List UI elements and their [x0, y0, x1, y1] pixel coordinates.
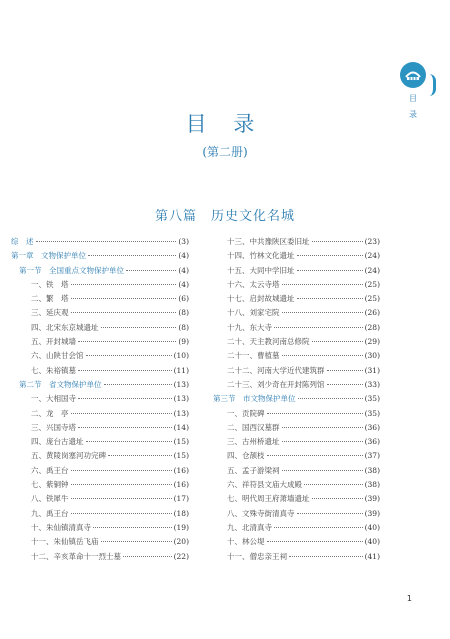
dot-leader	[101, 541, 172, 542]
page-title: 目 录	[185, 112, 265, 136]
toc-entry[interactable]	[213, 265, 380, 279]
toc-entry[interactable]	[213, 365, 380, 379]
toc-entry-label: 六、山陕甘会馆	[31, 351, 84, 361]
toc-entry[interactable]	[213, 250, 380, 264]
toc-entry[interactable]	[11, 293, 189, 307]
dot-leader	[297, 270, 363, 271]
toc-entry-label: 第三节 市文物保护单位	[213, 394, 296, 404]
toc-entry-page: (14)	[173, 422, 189, 432]
toc-entry-page: (13)	[173, 408, 189, 418]
toc-entry-page: (24)	[364, 251, 380, 261]
toc-entry[interactable]	[213, 408, 380, 422]
dot-leader	[282, 427, 363, 428]
toc-entry-page: (31)	[364, 365, 380, 375]
toc-entry-label: 十八、刘家宅院	[227, 308, 280, 318]
toc-entry[interactable]	[11, 493, 189, 507]
toc-entry-page: (33)	[364, 379, 380, 389]
dot-leader	[312, 341, 363, 342]
toc-entry-label: 四、庞台古遗址	[31, 437, 84, 447]
toc-entry-page: (35)	[364, 394, 380, 404]
toc-entry-page: (37)	[364, 451, 380, 461]
toc-entry[interactable]	[11, 508, 189, 522]
dot-leader	[274, 327, 363, 328]
dot-leader	[108, 455, 172, 456]
toc-entry-label: 二十一、曹植墓	[227, 351, 280, 361]
tab-edge-decoration	[429, 74, 436, 96]
toc-entry-page: (30)	[364, 351, 380, 361]
toc-entry[interactable]	[213, 536, 380, 550]
dot-leader	[71, 298, 177, 299]
toc-entry-label: 六、禹王台	[31, 465, 69, 475]
toc-entry-label: 第二节 省文物保护单位	[19, 379, 102, 389]
toc-entry[interactable]	[11, 236, 189, 250]
toc-entry-label: 六、祥符县文庙大成殿	[227, 480, 302, 490]
volume-subtitle: (第二册)	[202, 145, 248, 159]
dot-leader	[297, 255, 363, 256]
toc-entry-label: 十三、中共豫陕区委旧址	[227, 237, 310, 246]
toc-entry[interactable]	[11, 322, 189, 336]
dot-leader	[267, 455, 363, 456]
toc-entry[interactable]	[11, 307, 189, 321]
dot-leader	[78, 341, 176, 342]
toc-entry-label: 一、铁 塔	[31, 279, 69, 289]
toc-entry[interactable]	[11, 379, 189, 393]
toc-entry[interactable]	[213, 493, 380, 507]
toc-entry-page: (36)	[364, 437, 380, 447]
toc-entry-label: 四、仓颉枝	[227, 451, 265, 461]
dot-leader	[267, 541, 363, 542]
toc-entry-page: (19)	[173, 522, 189, 532]
toc-entry[interactable]	[213, 393, 380, 407]
toc-entry-page: (22)	[173, 551, 189, 561]
dot-leader	[274, 527, 363, 528]
toc-entry-page: (15)	[173, 451, 189, 461]
toc-entry-label: 十九、东大寺	[227, 322, 272, 332]
toc-entry-page: (18)	[173, 508, 189, 518]
toc-entry-label: 八、文殊寺街清真寺	[227, 508, 295, 518]
toc-entry[interactable]	[213, 236, 380, 250]
toc-entry[interactable]	[11, 522, 189, 536]
dot-leader	[78, 370, 172, 371]
toc-entry[interactable]	[213, 350, 380, 364]
toc-entry-label: 三、古州桥遗址	[227, 437, 280, 447]
toc-entry-label: 七、明代周王府萧墙遗址	[227, 494, 310, 504]
toc-entry-label: 三、兴国寺塔	[31, 422, 76, 432]
toc-entry[interactable]	[213, 293, 380, 307]
dot-leader	[88, 255, 176, 256]
toc-entry-label: 十一、僧忠亲王祠	[227, 551, 287, 561]
toc-entry-label: 二十三、刘少奇在开封陈列馆	[227, 379, 325, 389]
toc-entry[interactable]	[11, 450, 189, 464]
toc-entry-page: (40)	[364, 522, 380, 532]
toc-entry-page: (9)	[178, 337, 189, 347]
toc-entry-label: 五、开封城墙	[31, 337, 76, 347]
toc-entry-label: 三、延庆观	[31, 308, 69, 318]
toc-entry-page: (41)	[364, 551, 380, 561]
toc-entry-label: 二、繁 塔	[31, 294, 69, 304]
toc-entry-page: (4)	[178, 251, 189, 261]
toc-entry-page: (17)	[173, 494, 189, 504]
toc-entry-page: (29)	[364, 337, 380, 347]
toc-entry[interactable]	[11, 536, 189, 550]
toc-entry-page: (40)	[364, 537, 380, 547]
toc-entry-label: 十六、太云寺塔	[227, 279, 280, 289]
toc-entry[interactable]	[11, 365, 189, 379]
toc-entry[interactable]	[213, 322, 380, 336]
dot-leader	[123, 556, 172, 557]
toc-entry-page: (25)	[364, 279, 380, 289]
toc-entry-page: (3)	[178, 237, 189, 246]
toc-entry-page: (13)	[173, 394, 189, 404]
dot-leader	[104, 384, 172, 385]
toc-entry-label: 二、龙 亭	[31, 408, 69, 418]
toc-entry[interactable]	[11, 408, 189, 422]
toc-entry[interactable]	[11, 393, 189, 407]
dot-leader	[282, 441, 363, 442]
toc-entry[interactable]	[213, 522, 380, 536]
dot-leader	[312, 241, 363, 242]
toc-entry-label: 一、贡院碑	[227, 408, 265, 418]
toc-entry-label: 第一节 全国重点文物保护单位	[19, 265, 124, 275]
toc-entry-label: 第一章 文物保护单位	[11, 251, 86, 261]
toc-entry[interactable]	[213, 450, 380, 464]
toc-entry[interactable]	[11, 479, 189, 493]
toc-entry-label: 十、林公堤	[227, 537, 265, 547]
dot-leader	[304, 484, 363, 485]
toc-entry-page: (26)	[364, 308, 380, 318]
toc-entry-page: (24)	[364, 265, 380, 275]
toc-right-column	[213, 236, 380, 565]
dot-leader	[71, 413, 172, 414]
toc-entry[interactable]	[213, 479, 380, 493]
toc-entry[interactable]	[213, 551, 380, 565]
toc-entry-page: (39)	[364, 508, 380, 518]
toc-entry-label: 十、朱仙镇清真寺	[31, 522, 91, 532]
dot-leader	[78, 398, 172, 399]
dot-leader	[298, 398, 363, 399]
dot-leader	[282, 312, 363, 313]
toc-entry[interactable]	[213, 465, 380, 479]
toc-entry-page: (38)	[364, 480, 380, 490]
toc-entry-page: (4)	[178, 279, 189, 289]
toc-left-column	[11, 236, 189, 565]
dot-leader	[93, 527, 172, 528]
toc-entry-label: 五、黄陵岗塞河功完碑	[31, 451, 106, 461]
toc-entry-label: 十一、朱仙镇岳飞庙	[31, 537, 99, 547]
toc-entry-label: 十七、启封故城遗址	[227, 294, 295, 304]
book-logo-icon	[400, 62, 426, 88]
toc-entry-page: (16)	[173, 480, 189, 490]
toc-entry-page: (39)	[364, 494, 380, 504]
toc-entry-label: 九、北清真寺	[227, 522, 272, 532]
toc-entry-page: (6)	[178, 294, 189, 304]
toc-entry[interactable]	[11, 250, 189, 264]
toc-entry-page: (4)	[178, 265, 189, 275]
page-number: 1	[406, 594, 412, 603]
dot-leader	[282, 470, 363, 471]
toc-entry[interactable]	[213, 436, 380, 450]
dot-leader	[267, 413, 363, 414]
side-tab-label-1: 目	[409, 94, 417, 103]
toc-entry-page: (35)	[364, 408, 380, 418]
toc-entry[interactable]	[11, 350, 189, 364]
toc-entry[interactable]	[11, 336, 189, 350]
dot-leader	[297, 513, 363, 514]
toc-entry[interactable]	[213, 336, 380, 350]
part-title: 第八篇 历史文化名城	[154, 209, 295, 224]
toc-entry-page: (13)	[173, 379, 189, 389]
toc-entry-label: 七、朱裕镇墓	[31, 365, 76, 375]
toc-entry-page: (25)	[364, 294, 380, 304]
dot-leader	[71, 484, 172, 485]
dot-leader	[36, 241, 177, 242]
toc-entry-label: 十四、竹林文化遗址	[227, 251, 295, 261]
toc-entry[interactable]	[213, 279, 380, 293]
toc-entry-page: (11)	[173, 365, 189, 375]
toc-entry-page: (38)	[364, 465, 380, 475]
toc-entry-label: 四、北宋东京城遗址	[31, 322, 99, 332]
toc-entry[interactable]	[11, 551, 189, 565]
toc-entry-label: 十二、辛亥革命十一烈士墓	[31, 551, 121, 561]
toc-entry-page: (8)	[178, 322, 189, 332]
toc-entry-page: (36)	[364, 422, 380, 432]
dot-leader	[71, 470, 172, 471]
dot-leader	[78, 427, 172, 428]
toc-entry[interactable]	[213, 508, 380, 522]
toc-entry[interactable]	[213, 422, 380, 436]
toc-entry-page: (10)	[173, 351, 189, 361]
dot-leader	[71, 284, 177, 285]
toc-entry-label: 二十二、河南大学近代建筑群	[227, 365, 325, 375]
dot-leader	[282, 355, 363, 356]
dot-leader	[86, 441, 172, 442]
toc-entry-label: 五、孟子游梁祠	[227, 465, 280, 475]
toc-entry[interactable]	[213, 379, 380, 393]
toc-entry-label: 七、紫铜钟	[31, 480, 69, 490]
dot-leader	[312, 498, 363, 499]
toc-entry-page: (16)	[173, 465, 189, 475]
toc-entry-label: 综 述	[11, 237, 34, 246]
side-tab-label-2: 录	[409, 110, 417, 119]
toc-entry[interactable]	[11, 422, 189, 436]
dot-leader	[71, 498, 172, 499]
toc-entry-label: 二十、天主教河南总修院	[227, 337, 310, 347]
toc-entry-page: (8)	[178, 308, 189, 318]
toc-entry-label: 二、国西汉墓群	[227, 422, 280, 432]
dot-leader	[327, 370, 363, 371]
toc-entry[interactable]	[11, 465, 189, 479]
toc-entry-page: (20)	[173, 537, 189, 547]
toc-entry-label: 八、铁犀牛	[31, 494, 69, 504]
toc-entry-label: 九、禹王台	[31, 508, 69, 518]
dot-leader	[86, 355, 172, 356]
toc-entry-page: (15)	[173, 437, 189, 447]
toc-entry-page: (23)	[364, 237, 380, 246]
toc-entry[interactable]	[11, 279, 189, 293]
toc-entry-label: 一、大相国寺	[31, 394, 76, 404]
dot-leader	[289, 556, 363, 557]
toc-entry-page: (28)	[364, 322, 380, 332]
dot-leader	[297, 298, 363, 299]
dot-leader	[101, 327, 177, 328]
dot-leader	[282, 284, 363, 285]
dot-leader	[71, 513, 172, 514]
dot-leader	[327, 384, 363, 385]
dot-leader	[126, 270, 176, 271]
toc-entry-label: 十五、大同中学旧址	[227, 265, 295, 275]
toc-entry[interactable]	[11, 265, 189, 279]
dot-leader	[71, 312, 177, 313]
toc-entry[interactable]	[213, 307, 380, 321]
toc-entry[interactable]	[11, 436, 189, 450]
